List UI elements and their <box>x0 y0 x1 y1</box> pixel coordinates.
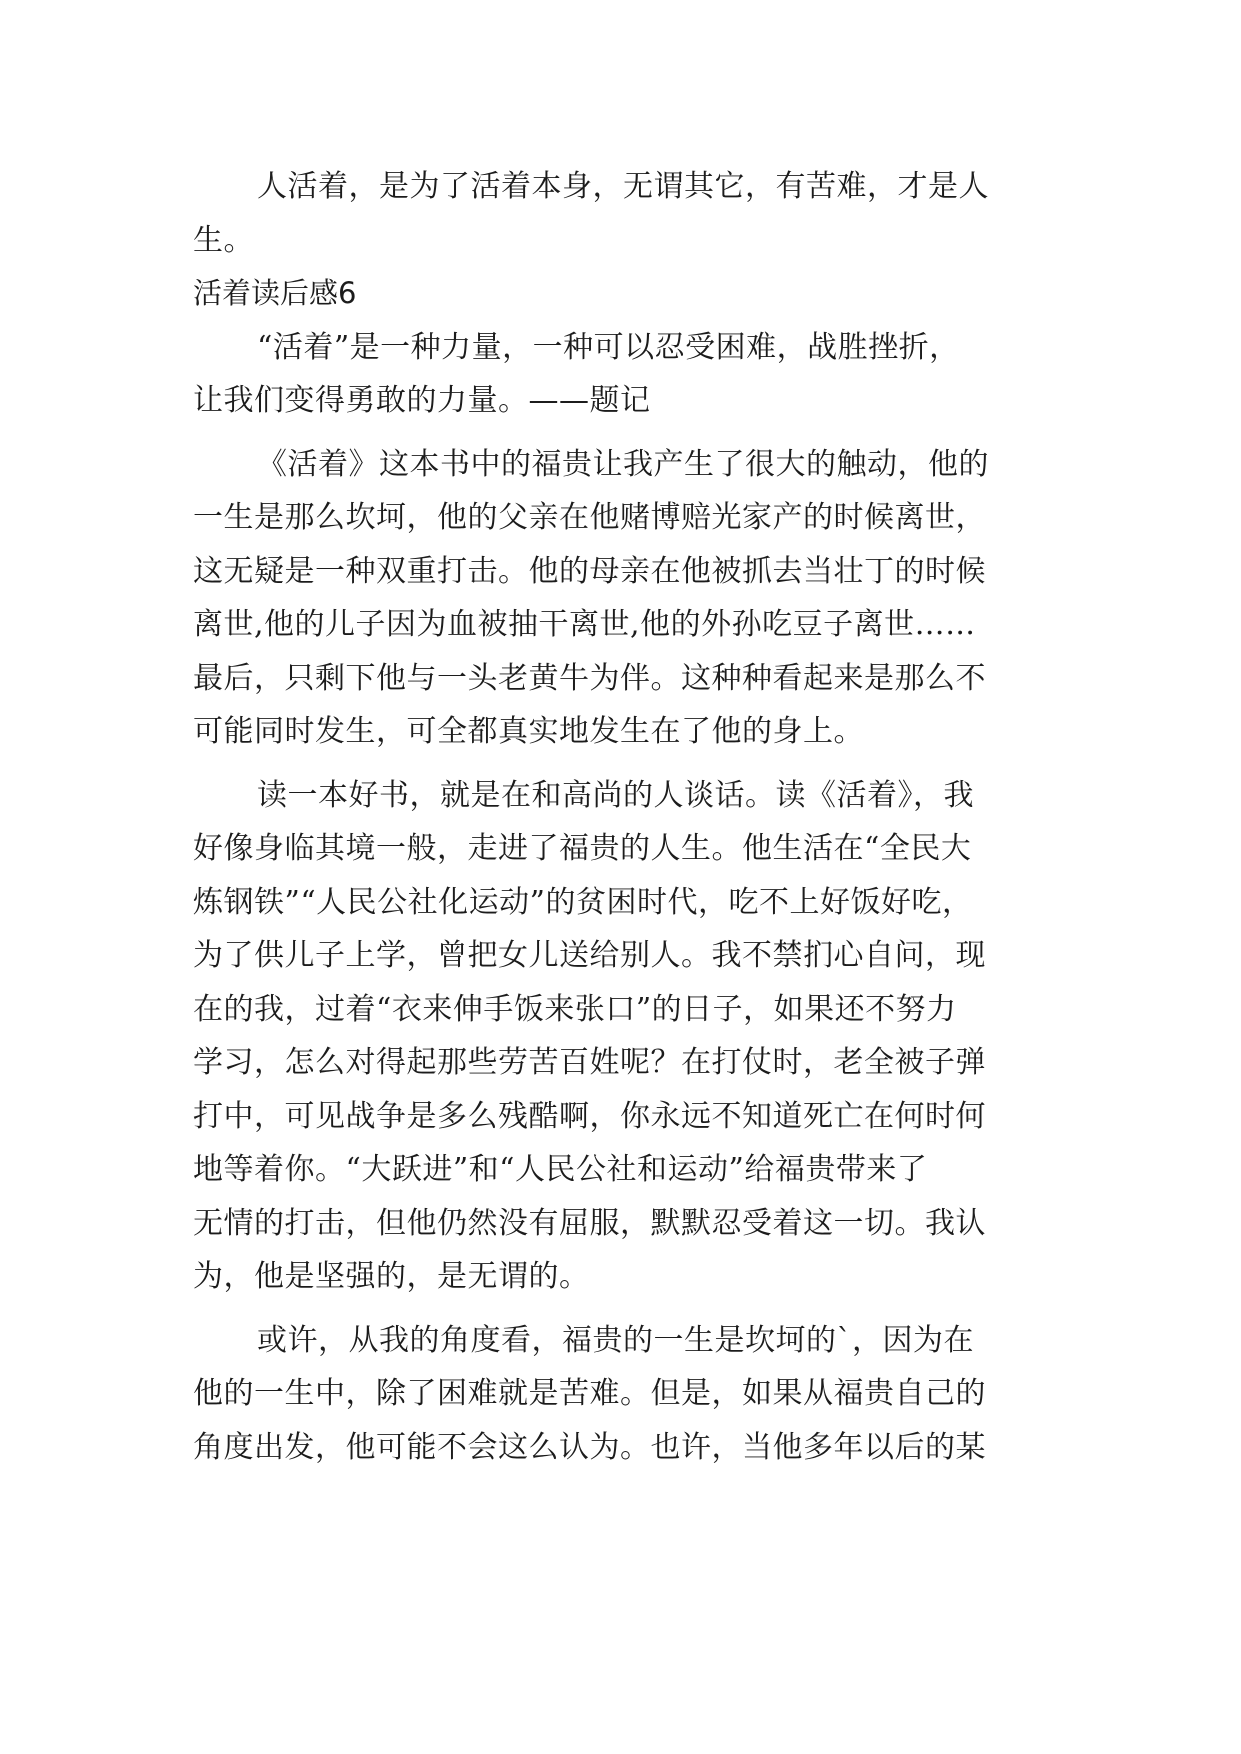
text-line: 在的我，过着“衣来伸手饭来张口”的日子，如果还不努力 <box>193 991 957 1027</box>
heading-text: 活着读后感6 <box>193 276 357 310</box>
text-line: 离世,他的儿子因为血被抽干离世,他的外孙吃豆子离世…… <box>193 607 976 642</box>
document-body <box>193 160 1053 1474</box>
text-line: 这无疑是一种双重打击。他的母亲在他被抓去当壮丁的时候 <box>193 553 986 589</box>
text-line: 为，他是坚强的，是无谓的。 <box>193 1259 590 1294</box>
text-line: 打中，可见战争是多么残酷啊，你永远不知道死亡在何时何 <box>193 1098 986 1134</box>
text-line: 他的一生中，除了困难就是苦难。但是，如果从福贵自己的 <box>193 1376 986 1411</box>
paragraph-reading-reflection <box>193 769 1053 1304</box>
text-line: 人活着，是为了活着本身，无谓其它，有苦难，才是人 <box>257 169 989 204</box>
text-line: 学习，怎么对得起那些劳苦百姓呢？在打仗时，老全被子弹 <box>193 1045 986 1080</box>
text-line: 读一本好书，就是在和高尚的人谈话。读《活着》，我 <box>257 777 974 813</box>
paragraph-opening <box>193 160 1053 267</box>
text-line: 可能同时发生，可全都真实地发生在了他的身上。 <box>193 714 864 749</box>
text-line: 生。 <box>193 222 254 258</box>
text-line: 地等着你。“大跃进”和“人民公社和运动”给福贵带来了 <box>193 1152 928 1187</box>
text-line: 一生是那么坎坷，他的父亲在他赌博赔光家产的时候离世， <box>193 500 986 535</box>
paragraph-fugui-life <box>193 438 1053 759</box>
text-line: 角度出发，他可能不会这么认为。也许，当他多年以后的某 <box>193 1429 986 1465</box>
text-line: 炼钢铁”“人民公社化运动”的贫困时代，吃不上好饭好吃， <box>193 884 973 920</box>
section-heading <box>193 267 1053 321</box>
text-line: 让我们变得勇敢的力量。——题记 <box>193 383 651 418</box>
text-line: 最后，只剩下他与一头老黄牛为伴。这种种看起来是那么不 <box>193 660 986 696</box>
text-line: 为了供儿子上学，曾把女儿送给别人。我不禁扪心自问，现 <box>193 938 986 973</box>
text-line: 无情的打击，但他仍然没有屈服，默默忍受着这一切。我认 <box>193 1205 986 1241</box>
paragraph-epigraph <box>193 321 1053 428</box>
text-line: 《活着》这本书中的福贵让我产生了很大的触动，他的 <box>257 446 989 482</box>
text-line: 或许，从我的角度看，福贵的一生是坎坷的`，因为在 <box>257 1322 974 1358</box>
text-line: “活着”是一种力量，一种可以忍受困难，战胜挫折， <box>257 329 960 365</box>
paragraph-perspective <box>193 1314 1053 1475</box>
text-line: 好像身临其境一般，走进了福贵的人生。他生活在“全民大 <box>193 831 972 866</box>
